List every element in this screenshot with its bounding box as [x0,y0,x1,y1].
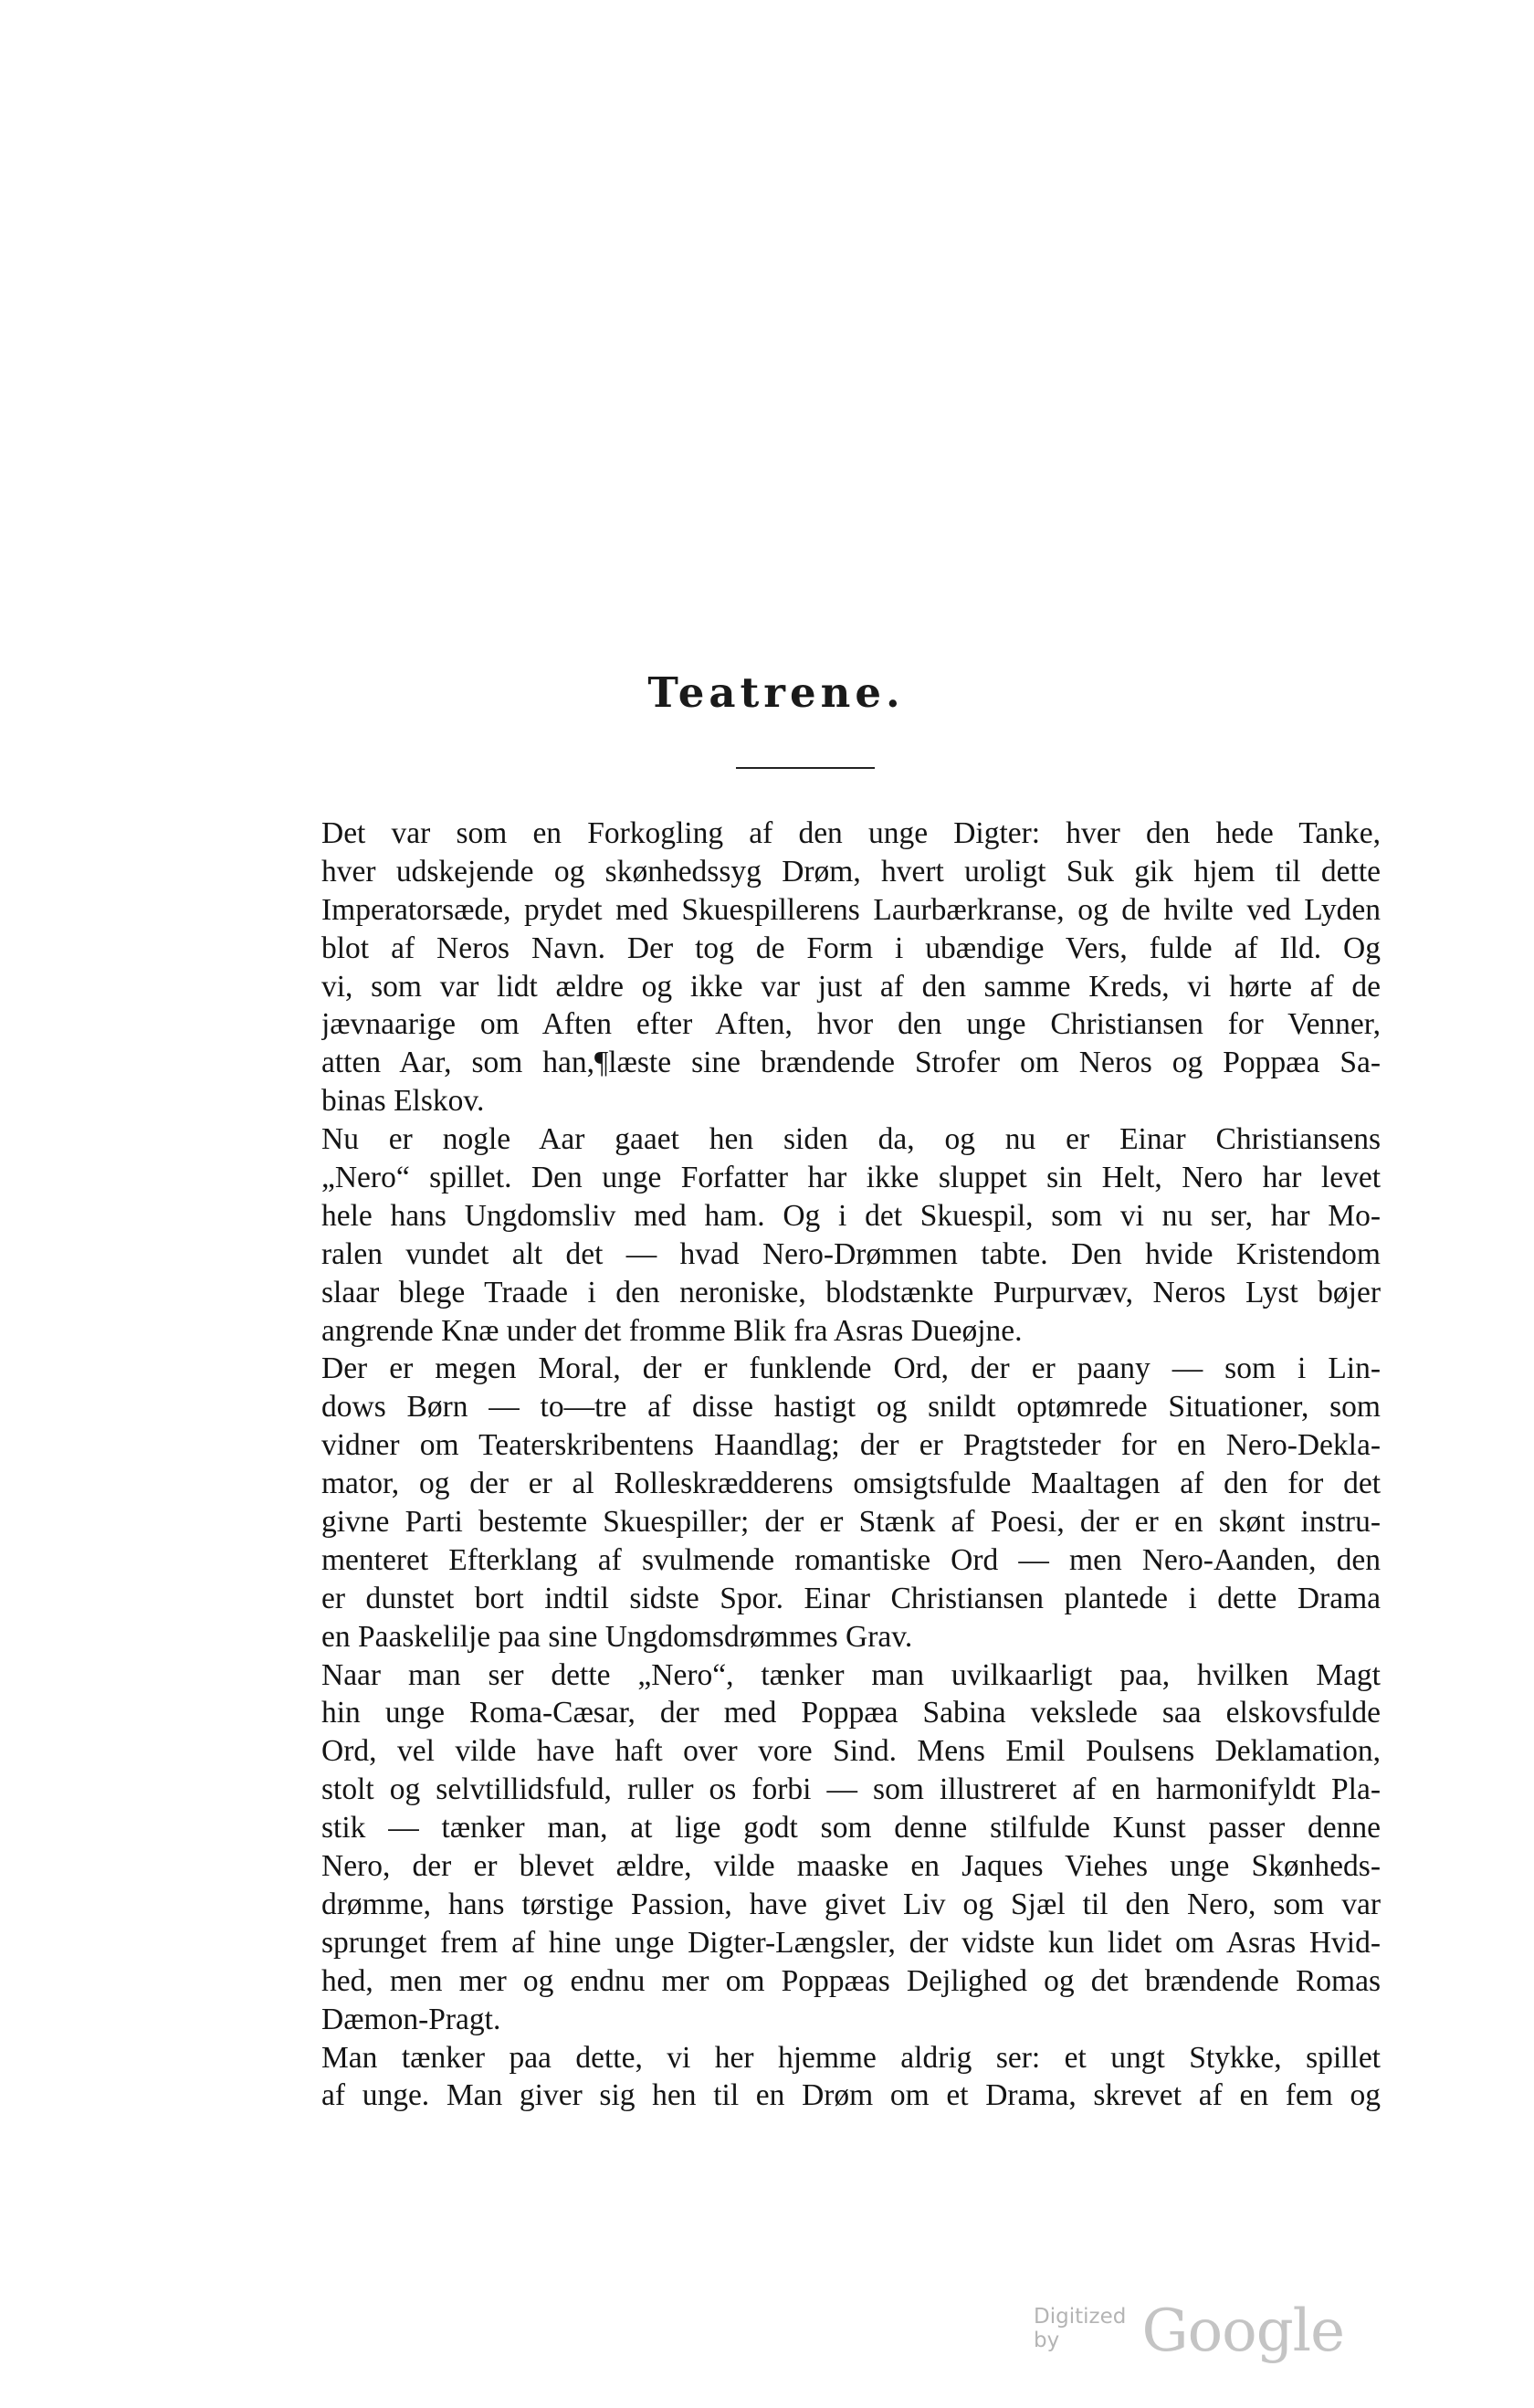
text-line: stik — tænker man, at lige godt som denne stilfulde Kunst passer denne [321,1811,1381,1845]
text-line: Nu er nogle Aar gaaet hen siden da, og nu er Einar Christiansens [321,1122,1381,1157]
text-line: vidner om Teaterskribentens Haandlag; der er Pragtsteder for en Nero-Dekla- [321,1428,1381,1463]
text-line: „Nero“ spillet. Den unge Forfatter har ikke sluppet sin Helt, Nero har levet [321,1161,1381,1195]
text-line: hver udskejende og skønhedssyg Drøm, hvert uroligt Suk gik hjem til dette [321,854,1381,889]
title-rule [736,767,875,769]
text-line: sprunget frem af hine unge Digter-Længsler, der vidste kun lidet om Asras Hvid- [321,1925,1381,1960]
text-line: slaar blege Traade i den neroniske, blodstænkte Purpurvæv, Neros Lyst bøjer [321,1275,1381,1309]
text-line: hele hans Ungdomsliv med ham. Og i det Skuespil, som vi nu ser, har Mo- [321,1198,1381,1233]
text-line: vi, som var lidt ældre og ikke var just af den samme Kreds, vi hørte af de [321,969,1381,1004]
text-line: mator, og der er al Rolleskrædderens omsigtsfulde Maaltagen af den for det [321,1467,1381,1501]
text-line: angrende Knæ under det fromme Blik fra Asras Dueøjne. [321,1313,1023,1348]
text-line: atten Aar, som han,¶læste sine brændende Strofer om Neros og Poppæa Sa- [321,1046,1381,1080]
text-line: Det var som en Forkogling af den unge Digter: hver den hede Tanke, [321,816,1381,850]
text-line: dows Børn — to—tre af disse hastigt og snildt optømrede Situationer, som [321,1390,1381,1425]
text-line: af unge. Man giver sig hen til en Drøm om et Drama, skrevet af en fem og [321,2078,1381,2113]
text-line: blot af Neros Navn. Der tog de Form i ubændige Vers, fulde af Ild. Og [321,931,1381,965]
text-line: stolt og selvtillidsfuld, ruller os forbi — som illustreret af en harmonifyldt Pla- [321,1772,1381,1807]
digitized-label: Digitized by [1034,2305,1127,2352]
text-line: hed, men mer og endnu mer om Poppæas Dejlighed og det brændende Romas [321,1963,1381,1998]
chapter-title: Teatrene. [647,668,905,717]
text-line: menteret Efterklang af svulmende romantiske Ord — men Nero-Aanden, den [321,1542,1381,1577]
google-logo: Google [1141,2298,1344,2365]
text-line: Der er megen Moral, der er funklende Ord, der er paany — som i Lin- [321,1351,1381,1386]
text-line: Naar man ser dette „Nero“, tænker man uvilkaarligt paa, hvilken Magt [321,1657,1381,1692]
text-line: ralen vundet alt det — hvad Nero-Drømmen tabte. Den hvide Kristendom [321,1236,1381,1271]
text-line: drømme, hans tørstige Passion, have givet Liv og Sjæl til den Nero, som var [321,1887,1381,1921]
text-line: en Paaskelilje paa sine Ungdomsdrømmes Grav. [321,1619,913,1654]
text-line: Imperatorsæde, prydet med Skuespillerens Laurbærkranse, og de hvilte ved Lyden [321,892,1381,927]
digitized-by-google-watermark [1034,2283,1344,2365]
text-line: givne Parti bestemte Skuespiller; der er Stænk af Poesi, der er en skønt instru- [321,1505,1381,1540]
text-line: binas Elskov. [321,1084,485,1119]
text-line: er dunstet bort indtil sidste Spor. Einar Christiansen plantede i dette Drama [321,1581,1381,1615]
text-line: Nero, der er blevet ældre, vilde maaske en Jaques Viehes unge Skønheds- [321,1849,1381,1884]
text-line: Ord, vel vilde have haft over vore Sind. Mens Emil Poulsens Deklamation, [321,1734,1381,1769]
text-line: Man tænker paa dette, vi her hjemme aldrig ser: et ungt Stykke, spillet [321,2040,1381,2075]
text-line: jævnaarige om Aften efter Aften, hvor den unge Christiansen for Venner, [321,1007,1381,1042]
body-text [321,815,1381,2115]
text-line: Dæmon-Pragt. [321,2002,501,2036]
text-line: hin unge Roma-Cæsar, der med Poppæa Sabina vekslede saa elskovsfulde [321,1696,1381,1730]
